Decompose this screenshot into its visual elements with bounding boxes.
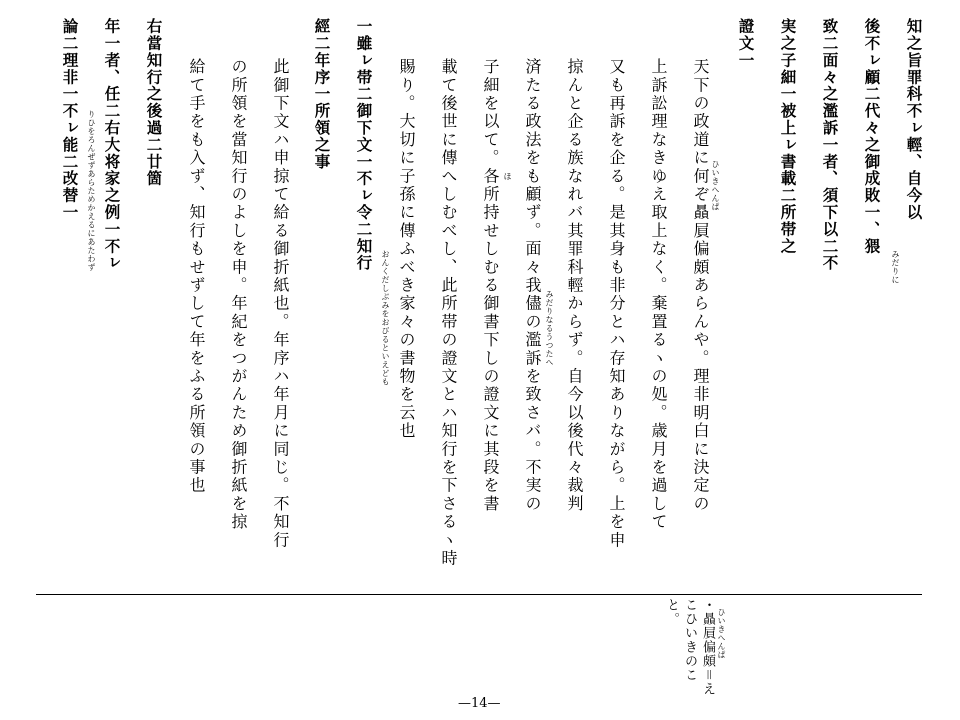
text-column: 上訴訟理なきゆえ取上なく。棄置るヽの処。歳月を過して (649, 58, 668, 532)
section-heading: 經二年序一所領之事 (312, 18, 332, 171)
text-column: 天下の政道に何ぞ贔屓偏頗あらんや。理非明白に決定の (691, 58, 710, 513)
text-column: 給て手をも入ず、知行もせずして年をふる所領の事也 (187, 58, 206, 495)
footnote-line: ・贔屓偏頗＝え (700, 598, 715, 696)
text-column: 知之旨罪科不ㇾ輕、自今以 (904, 18, 924, 221)
ruby-gloss: みだりなるうつたへ (545, 290, 554, 367)
text-column: の所領を當知行のよしを申。年紀をつがんため御折紙を掠 (229, 58, 248, 532)
text-column: 又も再訴を企る。是其身も非分とハ存知ありながら。上を申 (607, 58, 626, 550)
text-column: 掠んと企る族なれバ其罪科輕からず。自今以後代々裁判 (565, 58, 584, 513)
page-number: —14— (458, 696, 501, 711)
ruby-gloss: ひいきへんぱ (711, 160, 720, 211)
footnote-ruby: ひいきへんぱ (717, 608, 726, 659)
ruby-gloss: ほ (503, 172, 512, 181)
text-column: 実之子細一被上ㇾ書載二所帯之 (778, 18, 798, 255)
footnote-line: と。 (664, 598, 679, 626)
text-column: 年一者、任二右大将家之例一不ㇾ (102, 18, 122, 272)
text-column: 致二面々之濫訴一者、須下以二不 (820, 18, 840, 272)
text-column: 済たる政法をも顧ず。面々我儘の濫訴を致さバ。不実の (523, 58, 542, 513)
ruby-gloss: りひをろんぜずあらためかえるにあたわず (87, 110, 96, 272)
text-column: 右當知行之後過二廿箇 (144, 18, 164, 187)
text-column: 子細を以て。各所持せしむる御書下しの證文に其段を書 (481, 58, 500, 513)
ruby-gloss: みだりに (891, 250, 900, 284)
footnote-line: こひいきのこ (682, 598, 697, 682)
text-column: 證文一 (736, 18, 756, 69)
section-heading: 一雖ㇾ帯二御下文一不ㇾ令二知行 (354, 18, 374, 272)
footnote-divider (36, 594, 922, 595)
text-column: 後不ㇾ顧二代々之御成敗一、猥 (862, 18, 882, 255)
ruby-gloss: おんくだしぶみをおびるといえども (381, 250, 390, 386)
text-column: 載て後世に傳へしむべし、此所帯の證文とハ知行を下さるヽ時 (439, 58, 458, 568)
text-column: 論二理非一不ㇾ能二改替一 (60, 18, 80, 221)
text-column: 賜り。大切に子孫に傳ふべき家々の書物を云也 (397, 58, 416, 441)
text-column: 此御下文ハ申掠て給る御折紙也。年序ハ年月に同じ。不知行 (271, 58, 290, 550)
